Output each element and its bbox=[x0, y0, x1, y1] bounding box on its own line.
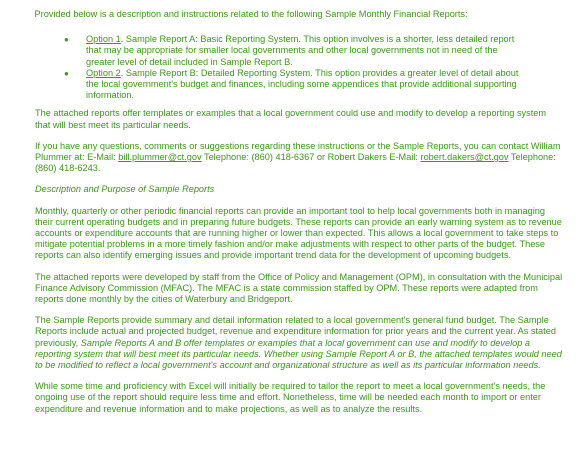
option-1-item bbox=[35, 34, 563, 68]
opm-paragraph: The attached reports were developed by staff from the Office of Policy and Management (OPM), in consultation with the Municipal Finance Advisory Commission (MFAC). The MFAC is a state commission staffed by OPM. These reports were adapted from reports done monthly by the cities of Waterbury and Bridgeport. bbox=[35, 271, 563, 305]
templates-paragraph: The attached reports offer templates or examples that a local government could use and modify to develop a reporting system that will best meet its particular needs. bbox=[35, 108, 547, 130]
contact-text-before: If you have any questions, comments or suggestions regarding these instructions or the Sample Reports, you can contact William Plummer at: E-Mail: bbox=[35, 140, 561, 163]
contact-text-after: Telephone: (860) 418-6243. bbox=[35, 152, 556, 174]
monthly-reports-paragraph: Monthly, quarterly or other periodic financial reports can provide an important tool to help local governments both in managing their current operating budgets and in preparing future budgets. These reports can provide an early warning system as to revenue accounts or expenditure accounts that are running higher or lower than expected. This allows a local government to take steps to mitigate potential problems in a more timely fashion and/or make adjustments with respect to other parts of the budget. These reports can also identify emerging issues and provide important trend data for the development of upcoming budgets. bbox=[35, 205, 562, 261]
bullet-icon: ● bbox=[64, 35, 69, 45]
option-2-item bbox=[35, 68, 563, 102]
section-heading: Description and Purpose of Sample Reports bbox=[35, 184, 215, 195]
summary-text: The Sample Reports provide summary and detail information related to a local government's general fund budget. The Sample Reports include actual and projected budget, revenue and expenditure information for prior years and the current year. As stated previously, bbox=[35, 315, 556, 348]
summary-paragraph bbox=[35, 315, 563, 371]
option-1-text: . Sample Report A: Basic Reporting System. This option involves is a shorter, less detailed report that may be appropriate for smaller local governments and other local governments not in need of the greater level of detail included in Sample Report B. bbox=[86, 34, 515, 67]
contact-text-middle: Telephone: (860) 418-6367 or Robert Dakers E-Mail: bbox=[201, 152, 421, 163]
intro-text: Provided below is a description and instructions related to the following Sample Monthly Financial Reports: bbox=[34, 9, 468, 19]
option-2-text: . Sample Report B: Detailed Reporting System. This option provides a greater level of detail about the local government's budget and finances, including some appendices that provide additional supporting information. bbox=[86, 67, 519, 101]
bullet-icon: ● bbox=[64, 68, 69, 78]
excel-paragraph: While some time and proficiency with Excel will initially be required to tailor the report to meet a local government's needs, the ongoing use of the report should require less time and effort. Nonetheless, time will be needed each month to import or enter expenditure and revenue information and to make projections, as well as to analyze the results. bbox=[35, 381, 546, 414]
option-2-link[interactable]: Option 2 bbox=[86, 67, 121, 78]
email-link-plummer[interactable]: bill.plummer@ct.gov bbox=[118, 152, 202, 163]
contact-paragraph bbox=[35, 141, 563, 175]
summary-italic-text: Sample Reports A and B offer templates or examples that a local government can use and modify to develop a reporting system that will best meet its particular needs. Whether using Sample Report A or B, the attached templates would need to be modified to reflect a local government's account and organizational structure as well as its particular information needs. bbox=[35, 337, 562, 371]
option-1-link[interactable]: Option 1 bbox=[86, 34, 121, 45]
options-list bbox=[35, 34, 563, 101]
email-link-dakers[interactable]: robert.dakers@ct.gov bbox=[420, 152, 509, 163]
